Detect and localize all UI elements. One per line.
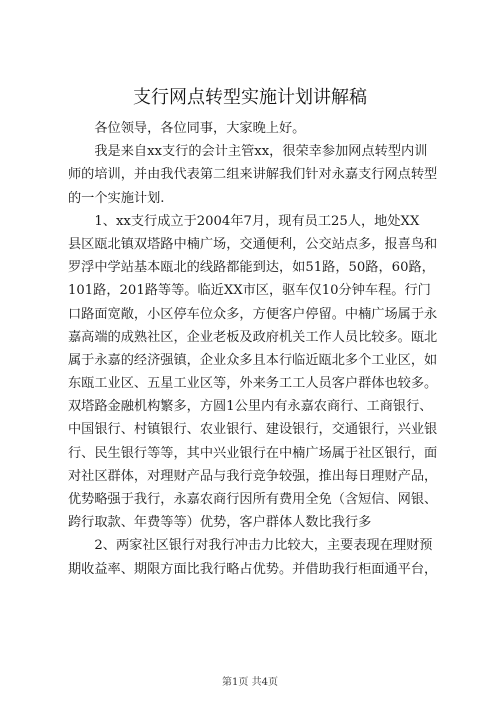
body-line: 对社区群体，对理财产品与我行竞争较强，推出每日理财产品， <box>68 468 438 484</box>
body-line: 我是来自xx支行的会计主管xx，很荣幸参加网点转型内训 <box>68 144 428 160</box>
document-body <box>68 117 454 581</box>
body-line: 嘉高端的成熟社区，企业老板及政府机关工作人员比较多。瓯北 <box>68 329 438 345</box>
body-line: 东瓯工业区、五星工业区等，外来务工工人员客户群体也较多。 <box>68 376 438 392</box>
body-line: 1、xx支行成立于2004年7月，现有员工25人，地处XX <box>68 213 420 229</box>
body-line: 双塔路金融机构繁多，方圆1公里内有永嘉农商行、工商银行、 <box>68 399 433 415</box>
body-line: 跨行取款、年费等等）优势，客户群体人数比我行多 <box>68 515 372 531</box>
body-line: 属于永嘉的经济强镇，企业众多且本行临近瓯北多个工业区，如 <box>68 352 438 368</box>
body-line: 2、两家社区银行对我行冲击力比较大，主要表现在理财预 <box>68 538 433 554</box>
body-line: 中国银行、村镇银行、农业银行、建设银行，交通银行，兴业银 <box>68 422 438 438</box>
body-line: 师的培训，并由我代表第二组来讲解我们针对永嘉支行网点转型 <box>68 167 438 183</box>
body-line: 口路面宽敞，小区停车位众多，方便客户停留。中楠广场属于永 <box>68 306 438 322</box>
body-line: 行、民生银行等等，其中兴业银行在中楠广场属于社区银行，面 <box>68 445 438 461</box>
body-line: 101路，201路等等。临近XX市区，驱车仅10分钟车程。行门 <box>68 283 431 299</box>
body-line: 县区瓯北镇双塔路中楠广场，交通便利，公交站点多，报喜鸟和 <box>68 236 438 252</box>
body-line: 期收益率、期限方面比我行略占优势。并借助我行柜面通平台， <box>68 561 438 577</box>
body-line: 各位领导，各位同事，大家晚上好。 <box>68 121 306 136</box>
body-line: 优势略强于我行，永嘉农商行因所有费用全免（含短信、网银、 <box>68 492 438 507</box>
body-line: 罗浮中学站基本瓯北的线路都能到达，如51路，50路，60路， <box>68 260 435 276</box>
page-footer: 第1页 共4页 <box>222 677 278 688</box>
body-line: 的一个实施计划. <box>68 190 165 206</box>
document-title: 支行网点转型实施计划讲解稿 <box>133 87 367 108</box>
